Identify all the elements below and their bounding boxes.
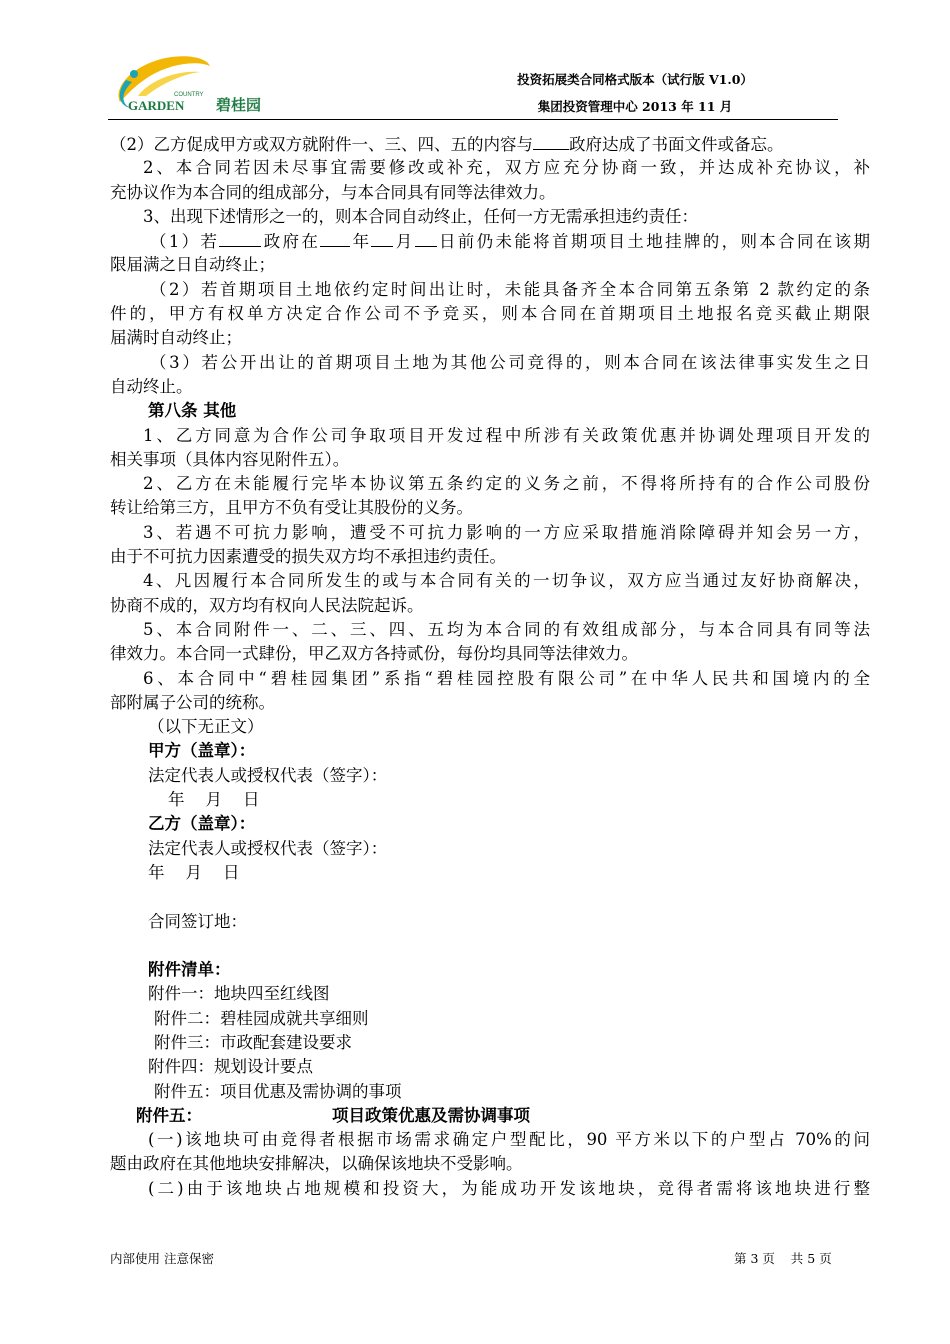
paragraph-line: 4、凡因履行本合同所发生的或与本合同有关的一切争议，双方应当通过友好协商解决， (143, 571, 870, 591)
paragraph-line: 协商不成的，双方均有权向人民法院起诉。 (110, 595, 424, 615)
attachment-list-item: 附件五：项目优惠及需协调的事项 (154, 1081, 402, 1101)
party-a-signature-label: 法定代表人或授权代表（签字）： (148, 765, 388, 785)
paragraph-line: 2、乙方在未能履行完毕本协议第五条约定的义务之前，不得将所持有的合作公司股份 (143, 474, 870, 494)
svg-text:GARDEN: GARDEN (128, 98, 185, 113)
paragraph-line: （2）乙方促成甲方或双方就附件一、三、四、五的内容与 政府达成了书面文件或备忘。 (110, 132, 870, 156)
company-logo (108, 52, 278, 118)
paragraph-line: （1）若 政府在 年 月 日前仍未能将首期项目土地挂牌的，则本合同在该期 (110, 229, 870, 253)
section-heading: 第八条 其他 (148, 401, 237, 421)
attachment-list-heading: 附件清单： (148, 960, 231, 980)
header-divider (108, 119, 838, 120)
paragraph-line: 律效力。本合同一式肆份，甲乙双方各持贰份，每份均具同等法律效力。 (110, 644, 638, 664)
paragraph-line: 相关事项（具体内容见附件五）。 (110, 449, 350, 469)
paragraph-line: （3）若公开出让的首期项目土地为其他公司竞得的，则本合同在该法律事实发生之日 (150, 352, 870, 372)
footer-confidential-note: 内部使用 注意保密 (110, 1251, 214, 1266)
attachment-list-item: 附件四：规划设计要点 (148, 1057, 313, 1077)
paragraph-line: 限届满之日自动终止； (110, 255, 275, 275)
blank-underline (219, 229, 261, 247)
party-b-date: 年 月 日 (148, 862, 240, 882)
empty-line (110, 885, 870, 909)
paragraph-line: 充协议作为本合同的组成部分，与本合同具有同等法律效力。 (110, 182, 556, 202)
paragraph-line: 3、出现下述情形之一的，则本合同自动终止，任何一方无需承担违约责任： (143, 206, 698, 226)
svg-text:碧桂园: 碧桂园 (216, 96, 262, 114)
paragraph-line: 部附属子公司的统称。 (110, 692, 275, 712)
footer-page-number: 第 3 页 共 5 页 (734, 1251, 832, 1266)
document-body (110, 132, 870, 1201)
document-version-title: 投资拓展类合同格式版本（试行版 V1.0） (517, 72, 753, 87)
svg-text:COUNTRY: COUNTRY (174, 92, 204, 98)
document-issuer-date: 集团投资管理中心 2013 年 11 月 (537, 99, 733, 114)
paragraph-line: （2）若首期项目土地依约定时间出让时，未能具备齐全本合同第五条第 2 款约定的条 (150, 279, 870, 299)
attachment-five-heading: 附件五： 项目政策优惠及需协调事项 (136, 1105, 530, 1125)
paragraph-line: 5、本合同附件一、二、三、四、五均为本合同的有效组成部分，与本合同具有同等法 (143, 619, 870, 639)
paragraph-line: 转让给第三方，且甲方不负有受让其股份的义务。 (110, 498, 473, 518)
paragraph-line: 自动终止。 (110, 376, 193, 396)
attachment-list-item: 附件二：碧桂园成就共享细则 (154, 1008, 369, 1028)
party-a-date: 年 月 日 (168, 790, 260, 810)
logo-swoosh-icon (108, 52, 278, 118)
paragraph-line: 届满时自动终止； (110, 328, 242, 348)
paragraph-line: （以下无正文） (148, 717, 264, 737)
attachment-list-item: 附件一：地块四至红线图 (148, 984, 330, 1004)
paragraph-line: 题由政府在其他地块安排解决，以确保该地块不受影响。 (110, 1154, 523, 1174)
blank-underline (320, 229, 350, 247)
party-b-seal-label: 乙方（盖章）： (148, 814, 256, 834)
attachment-list-item: 附件三：市政配套建设要求 (154, 1032, 352, 1052)
blank-underline (371, 229, 393, 247)
paragraph-line: 由于不可抗力因素遭受的损失双方均不承担违约责任。 (110, 547, 506, 567)
party-b-signature-label: 法定代表人或授权代表（签字）： (148, 838, 388, 858)
paragraph-line: (二)由于该地块占地规模和投资大，为能成功开发该地块，竞得者需将该地块进行整 (148, 1178, 870, 1198)
paragraph-line: (一)该地块可由竞得者根据市场需求确定户型配比，90 平方米以下的户型占 70%的问 (148, 1130, 870, 1150)
paragraph-line: 1、乙方同意为合作公司争取项目开发过程中所涉有关政策优惠并协调处理项目开发的 (143, 425, 870, 445)
party-a-seal-label: 甲方（盖章）： (148, 741, 256, 761)
blank-underline (533, 132, 569, 150)
signing-place-label: 合同签订地： (148, 911, 247, 931)
paragraph-line: 2、本合同若因未尽事宜需要修改或补充，双方应充分协商一致，并达成补充协议，补 (143, 158, 870, 178)
paragraph-line: 6、本合同中“碧桂园集团”系指“碧桂园控股有限公司”在中华人民共和国境内的全 (143, 668, 870, 688)
blank-underline (415, 229, 437, 247)
paragraph-line: 3、若遇不可抗力影响，遭受不可抗力影响的一方应采取措施消除障碍并知会另一方， (143, 522, 870, 542)
empty-line (110, 934, 870, 958)
paragraph-line: 件的，甲方有权单方决定合作公司不予竞买，则本合同在首期项目土地报名竞买截止期限 (110, 304, 870, 324)
